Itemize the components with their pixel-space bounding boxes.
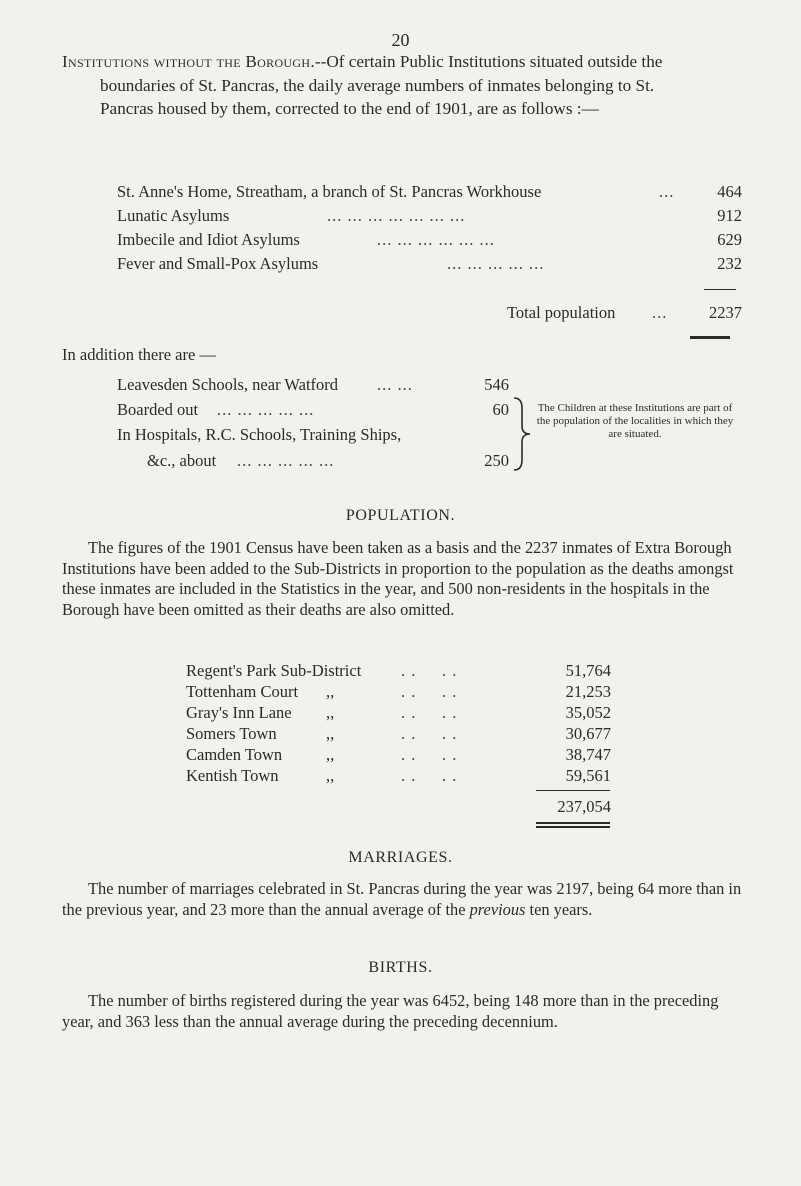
district-row — [186, 703, 611, 725]
intro-text: --Of certain Public Institutions situated outside the boundaries of St. Pancras, the daily average numbers of inmates belonging to St. Pancras housed by them, corrected to the end of 1901, are as follows :— — [100, 52, 663, 118]
leader-dots: . . . . — [401, 703, 458, 722]
leader-dots: ... ... ... ... ... ... ... — [327, 206, 466, 225]
institution-row — [117, 182, 742, 206]
births-paragraph: The number of births registered during the year was 6452, being 148 more than in the preceding year, and 363 less than the annual average during the preceding decennium. — [62, 991, 719, 1031]
leader-dots: ... ... ... ... ... — [237, 451, 335, 470]
sum-rule — [536, 790, 610, 791]
district-value: 35,052 — [565, 703, 611, 722]
district-row — [186, 661, 611, 683]
addition-row — [117, 400, 517, 424]
ditto-mark: ,, — [326, 745, 335, 764]
leader-dots: . . . . — [401, 661, 458, 680]
district-name: Kentish Town — [186, 766, 279, 785]
addition-row — [117, 375, 517, 399]
institution-name: Fever and Small-Pox Asylums — [117, 254, 319, 273]
institution-row — [117, 230, 742, 254]
district-value: 30,677 — [565, 724, 611, 743]
institution-name: Lunatic Asylums — [117, 206, 230, 225]
intro-lead: Institutions without the Borough. — [62, 52, 315, 71]
district-name: Camden Town — [186, 745, 283, 764]
leader-dots: ... — [652, 303, 668, 322]
institution-row — [117, 254, 742, 278]
addition-row — [117, 425, 517, 449]
district-total: 237,054 — [557, 797, 611, 816]
marriages-italic-text: previous — [469, 899, 526, 919]
district-name: Somers Town — [186, 724, 277, 743]
population-paragraph: The figures of the 1901 Census have been taken as a basis and the 2237 inmates of Extra Borough Institutions have been added to the Sub-Districts in proportion to the population as the deaths amongst these inmates are included in the Statistics in the year, and 500 non-residents in the hospitals in the Borough have been omitted as their deaths are also omitted. — [62, 538, 734, 619]
institution-name: St. Anne's Home, Streatham, a branch of St. Pancras Workhouse — [117, 182, 542, 201]
marriages-paragraph — [62, 879, 742, 920]
addition-name: In Hospitals, R.C. Schools, Training Ships, — [117, 425, 402, 444]
addition-value: 546 — [484, 375, 509, 394]
leader-dots: . . . . — [401, 682, 458, 701]
district-value: 38,747 — [565, 745, 611, 764]
institution-value: 629 — [717, 230, 742, 249]
marriages-text: The number of marriages celebrated in St. Pancras during the year was 2197, being 64 more than in the previous year, and 23 more than the annual average of the — [62, 879, 742, 919]
district-row — [186, 724, 611, 746]
page-number: 20 — [391, 30, 410, 50]
ditto-mark: ,, — [326, 724, 335, 743]
ditto-mark: ,, — [326, 766, 335, 785]
leader-dots: ... ... ... ... ... — [447, 254, 545, 273]
institution-value: 464 — [717, 182, 742, 201]
institution-value: 232 — [717, 254, 742, 273]
leader-dots: ... — [659, 182, 675, 201]
ditto-mark: ,, — [326, 682, 335, 701]
district-value: 51,764 — [565, 661, 611, 680]
marriages-heading: MARRIAGES. — [348, 849, 453, 866]
district-name: Regent's Park Sub-District — [186, 661, 362, 680]
addition-name: Boarded out — [117, 400, 199, 419]
leader-dots: ... ... — [377, 375, 413, 394]
population-heading: POPULATION. — [345, 507, 456, 524]
institution-value: 912 — [717, 206, 742, 225]
intro-paragraph — [62, 50, 702, 121]
total-population-row — [470, 303, 742, 327]
district-row — [186, 682, 611, 704]
total-double-rule — [536, 822, 610, 824]
district-row — [186, 766, 611, 788]
children-note: The Children at these Institutions are part of the population of the localities in which they are situated. — [536, 402, 734, 440]
addition-name: Leavesden Schools, near Watford — [117, 375, 339, 394]
addition-name: &c., about — [147, 451, 217, 470]
leader-dots: . . . . — [401, 745, 458, 764]
leader-dots: ... ... ... ... ... — [217, 400, 315, 419]
total-value: 2237 — [709, 303, 742, 322]
addition-value: 250 — [484, 451, 509, 470]
addition-row — [117, 451, 517, 475]
addition-value: 60 — [492, 400, 509, 419]
total-label: Total population — [507, 303, 616, 322]
district-row — [186, 745, 611, 767]
leader-dots: . . . . — [401, 766, 458, 785]
ditto-mark: ,, — [326, 703, 335, 722]
births-heading: BIRTHS. — [368, 959, 433, 976]
leader-dots: . . . . — [401, 724, 458, 743]
marriages-text-end: ten years. — [525, 899, 593, 919]
total-double-rule — [536, 826, 610, 828]
institution-row — [117, 206, 742, 230]
district-name: Tottenham Court — [186, 682, 299, 701]
district-value: 21,253 — [565, 682, 611, 701]
district-name: Gray's Inn Lane — [186, 703, 292, 722]
sum-rule — [704, 289, 736, 290]
total-double-rule — [690, 336, 730, 339]
district-value: 59,561 — [565, 766, 611, 785]
leader-dots: ... ... ... ... ... ... — [377, 230, 495, 249]
institution-name: Imbecile and Idiot Asylums — [117, 230, 300, 249]
addition-heading: In addition there are — — [62, 345, 216, 364]
